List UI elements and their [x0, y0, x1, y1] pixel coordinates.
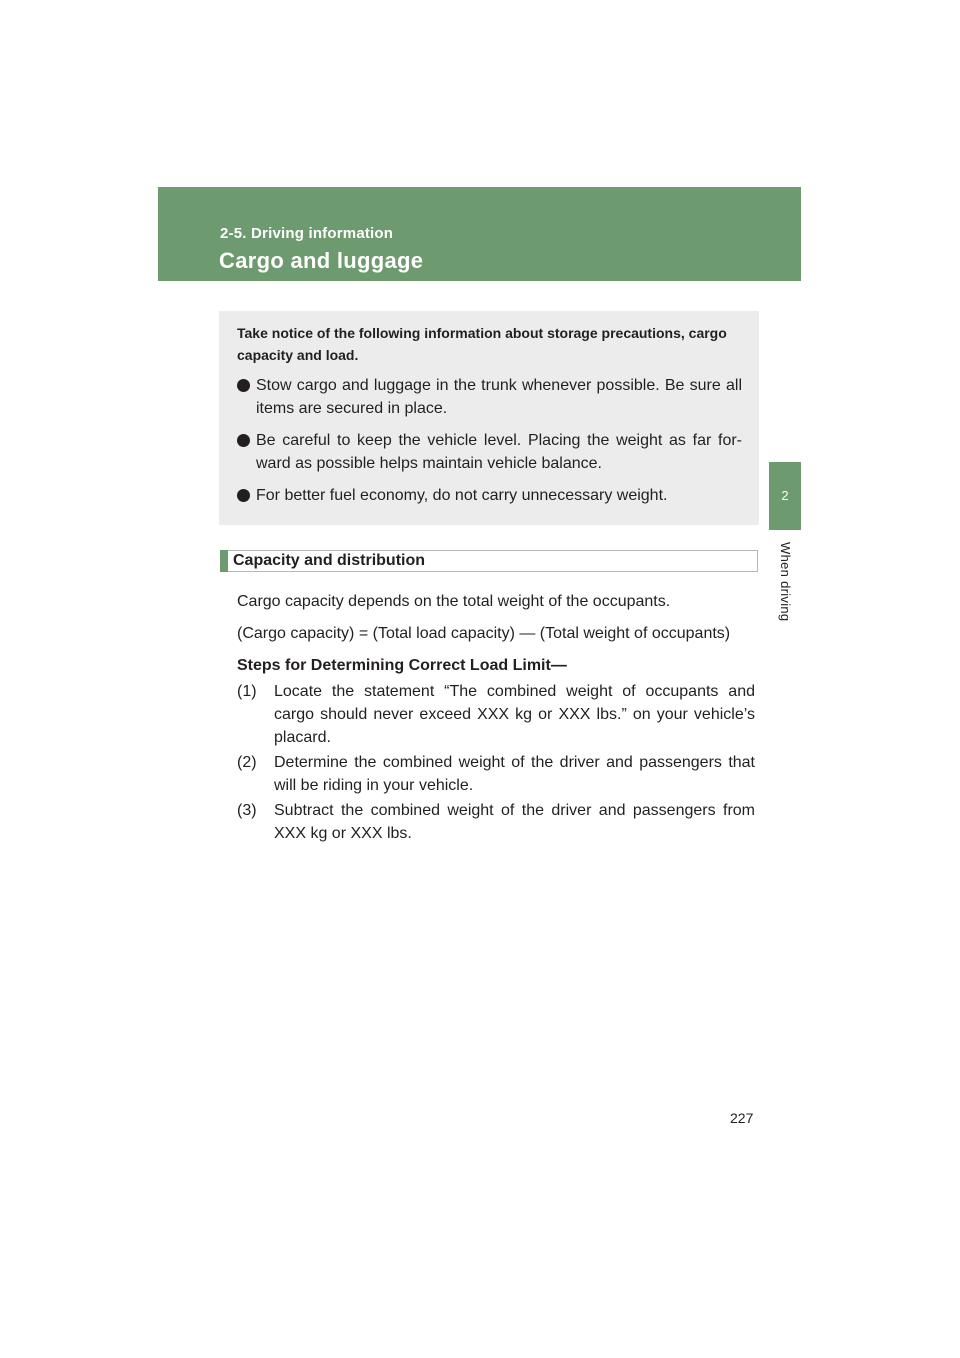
- step-text: Subtract the combined weight of the driver and passengers from XXX kg or XXX lbs.: [274, 802, 755, 842]
- header-band: [158, 187, 801, 281]
- step-number: (3): [237, 802, 257, 819]
- bullet-item: [237, 429, 742, 475]
- step-text: Locate the statement “The combined weight of occupants and cargo should never exceed XXX kg or XXX lbs.” on your vehicle’s placard.: [274, 683, 755, 746]
- paragraph: Cargo capacity depends on the total weight of the occupants.: [237, 593, 671, 610]
- page-title: Cargo and luggage: [219, 248, 424, 273]
- chapter-tab: [769, 462, 801, 530]
- subheading: Capacity and distribution: [233, 552, 426, 569]
- bullet-item: [237, 484, 742, 507]
- subheading-accent: [220, 550, 228, 572]
- intro-text: Take notice of the following information about storage precautions, cargo capacity and load.: [237, 325, 727, 363]
- step-item: [237, 680, 755, 749]
- intro-box: [219, 311, 759, 525]
- bullet-dot-icon: [237, 379, 250, 392]
- step-text: Determine the combined weight of the driver and passengers that will be riding in your vehicle.: [274, 754, 755, 794]
- step-item: [237, 751, 755, 797]
- step-item: [237, 799, 755, 845]
- formula-paragraph: (Cargo capacity) = (Total load capacity) — (Total weight of occupants): [237, 625, 731, 642]
- chapter-number: 2: [781, 488, 789, 503]
- bullet-text: Stow cargo and luggage in the trunk whenever possible. Be sure all items are secured in place.: [256, 377, 742, 417]
- step-number: (2): [237, 754, 257, 771]
- section-label: 2-5. Driving information: [220, 225, 394, 242]
- page-number: 227: [730, 1110, 754, 1126]
- step-number: (1): [237, 683, 257, 700]
- bullet-dot-icon: [237, 489, 250, 502]
- bullet-item: [237, 374, 742, 420]
- bullet-dot-icon: [237, 434, 250, 447]
- bullet-text: Be careful to keep the vehicle level. Placing the weight as far for-ward as possible helps maintain vehicle balance.: [256, 432, 742, 472]
- subheading-bar: [220, 550, 758, 572]
- chapter-label: When driving: [778, 542, 793, 622]
- bullet-text: For better fuel economy, do not carry unnecessary weight.: [256, 487, 668, 504]
- steps-heading: Steps for Determining Correct Load Limit—: [237, 657, 567, 674]
